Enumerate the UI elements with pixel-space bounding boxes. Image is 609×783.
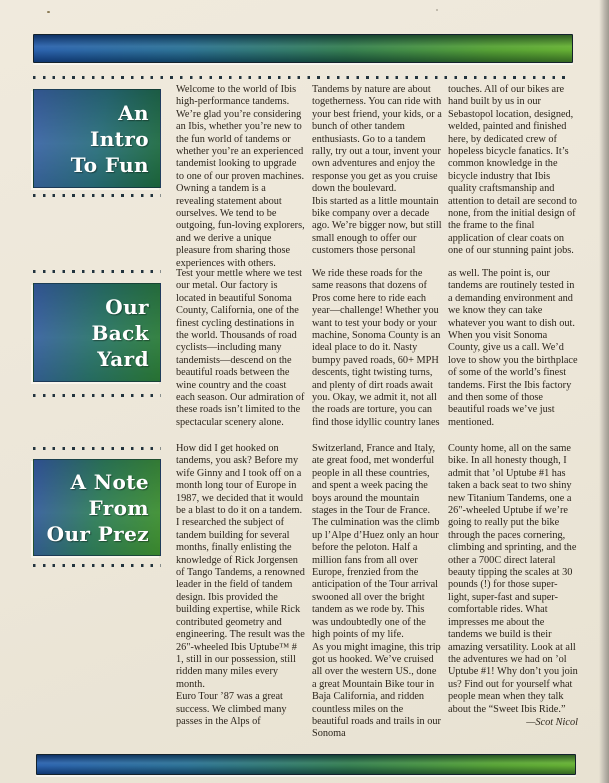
top-gradient-bar <box>33 34 573 63</box>
intro-column-3 <box>448 84 578 258</box>
prez-note-column-2 <box>312 443 442 741</box>
heading-line: Intro <box>89 126 149 151</box>
dotted-divider <box>33 447 161 450</box>
heading-line: A Note <box>70 469 149 494</box>
heading-line: Our <box>105 294 149 319</box>
body-paragraph: Tandems by nature are about togetherness. You can ride with your best friend, your kids, or a bunch of other tandem enthusiasts. Go to a tandem rally, try out a tour, invent your own adventures and enjoy the response you get as you cruise down the boulevard. <box>312 84 442 195</box>
scanned-page-edge <box>599 0 609 783</box>
intro-column-2 <box>312 84 442 258</box>
intro-column-1 <box>176 84 306 270</box>
back-yard-column-3 <box>448 268 578 429</box>
heading-line: Our Prez <box>46 521 149 546</box>
heading-line: Yard <box>97 346 149 371</box>
body-paragraph: We ride these roads for the same reasons that dozens of Pros come here to ride each year—challenge! Whether you want to test your body or your machine, Sonoma County is an ideal place to do it. Nasty bumpy paved roads, 60+ MPH descents, tight twisting turns, and plenty of dirt roads await you. Okay, we admit it, not all the roads are torture, you can find those idyllic country lanes <box>312 268 441 428</box>
scan-speck <box>436 9 438 11</box>
body-paragraph: as well. The point is, our tandems are routinely tested in a demanding environment and we know they can take whatever you want to dish out. When you visit Sonoma County, give us a call. We’d love to show you the birthplace of some of the world’s finest tandems. First the Ibis factory and then some of those beautiful roads we’ve just mentioned. <box>448 268 578 428</box>
prez-note-column-3 <box>448 443 578 729</box>
body-paragraph: As you might imagine, this trip got us hooked. We’ve cruised all over the western US., done a great Mountain Bike tour in Baja California, and ridden countless miles on the beautiful roads and trails in our Sonoma <box>312 641 441 740</box>
bottom-gradient-bar <box>36 754 576 775</box>
dotted-divider <box>33 564 161 567</box>
prez-note-column-1 <box>176 443 306 728</box>
dotted-divider-top <box>33 76 570 79</box>
dotted-divider <box>33 194 161 197</box>
back-yard-column-1 <box>176 268 306 429</box>
heading-line: To Fun <box>70 152 149 177</box>
body-paragraph: Test your mettle where we test our metal. Our factory is located in beautiful Sonoma County, California, one of the finest cycling destinations in the world. Thousands of road cyclists—including many tandemists—descend on the beautiful roads between the wine country and the coast each season. Our admiration of these roads isn’t limited to the spectacular scenery alone. <box>176 268 305 428</box>
dotted-divider <box>33 270 161 273</box>
body-paragraph: Welcome to the world of Ibis high-performance tandems. We’re glad you’re considering an Ibis, whether you’re new to the fun world of tandems or whether you’re an experienced tandemist looking to upgrade to one of our proven machines. Owning a tandem is a revealing statement about ourselves. We tend to be outgoing, fun-loving explorers, and we derive a unique pleasure from sharing those experiences with others. <box>176 84 305 269</box>
heading-line: Back <box>91 320 149 345</box>
heading-line: From <box>88 495 149 520</box>
body-paragraph: Euro Tour ’87 was a great success. We climbed many passes in the Alps of <box>176 691 287 727</box>
dotted-divider <box>33 394 161 397</box>
scan-speck <box>47 11 50 13</box>
section-heading-intro <box>33 89 161 188</box>
body-paragraph: touches. All of our bikes are hand built by us in our Sebastopol location, designed, welded, painted and finished here, by dedicated crew of hopeless bicycle fanatics. It’s common knowledge in the bicycle industry that Ibis quality craftsmanship and attention to detail are second to none, from the initial design of the frame to the final application of clear coats on one of our stunning paint jobs. <box>448 84 577 257</box>
section-heading-prez-note <box>33 459 161 556</box>
body-paragraph: Switzerland, France and Italy, ate great food, met wonderful people in all these countries, and spent a week pacing the boys around the mountain stages in the Tour de France. The culmination was the climb up l’Alpe d’Huez only an hour before the peloton. Half a million fans from all over Europe, frenzied from the anticipation of the Tour arrival swooned all over the bright tandem as we rode by. This was undoubtedly one of the high points of my life. <box>312 443 440 641</box>
back-yard-column-2 <box>312 268 442 429</box>
body-paragraph: Ibis started as a little mountain bike company over a decade ago. We’re bigger now, but still small enough to offer our customers those personal <box>312 195 442 257</box>
section-heading-back-yard <box>33 283 161 382</box>
body-paragraph: County home, all on the same bike. In all honesty though, I admit that ’ol Uptube #1 has taken a back seat to two shiny new Titanium Tandems, one a 26"-wheeled Uptube if we’re going to really put the bike through the paces cornering, climbing and sprinting, and the other a 700C direct lateral beauty tipping the scales at 30 pounds (!) for those super-light, super-fast and super-comfortable rides. What impresses me about the tandems we build is their amazing versatility. Look at all the adventures we had on ’ol Uptube #1! Why don’t you join us? Find out for yourself what people mean when they talk about the “Sweet Ibis Ride.” <box>448 443 578 715</box>
heading-line: An <box>118 100 149 125</box>
body-paragraph: How did I get hooked on tandems, you ask? Before my wife Ginny and I took off on a month long tour of Europe in 1987, we decided that it would be a blast to do it on a tandem. I researched the subject of tandem building for several months, finally enlisting the knowledge of Rick Jorgensen of Tango Tandems, a renowned leader in the field of tandem design. Ibis provided the building expertise, while Rick contributed geometry and engineering. The result was the 26"-wheeled Ibis Uptube™ # 1, still in our possession, still ridden many miles every month. <box>176 443 305 690</box>
signature: —Scot Nicol <box>526 716 578 728</box>
